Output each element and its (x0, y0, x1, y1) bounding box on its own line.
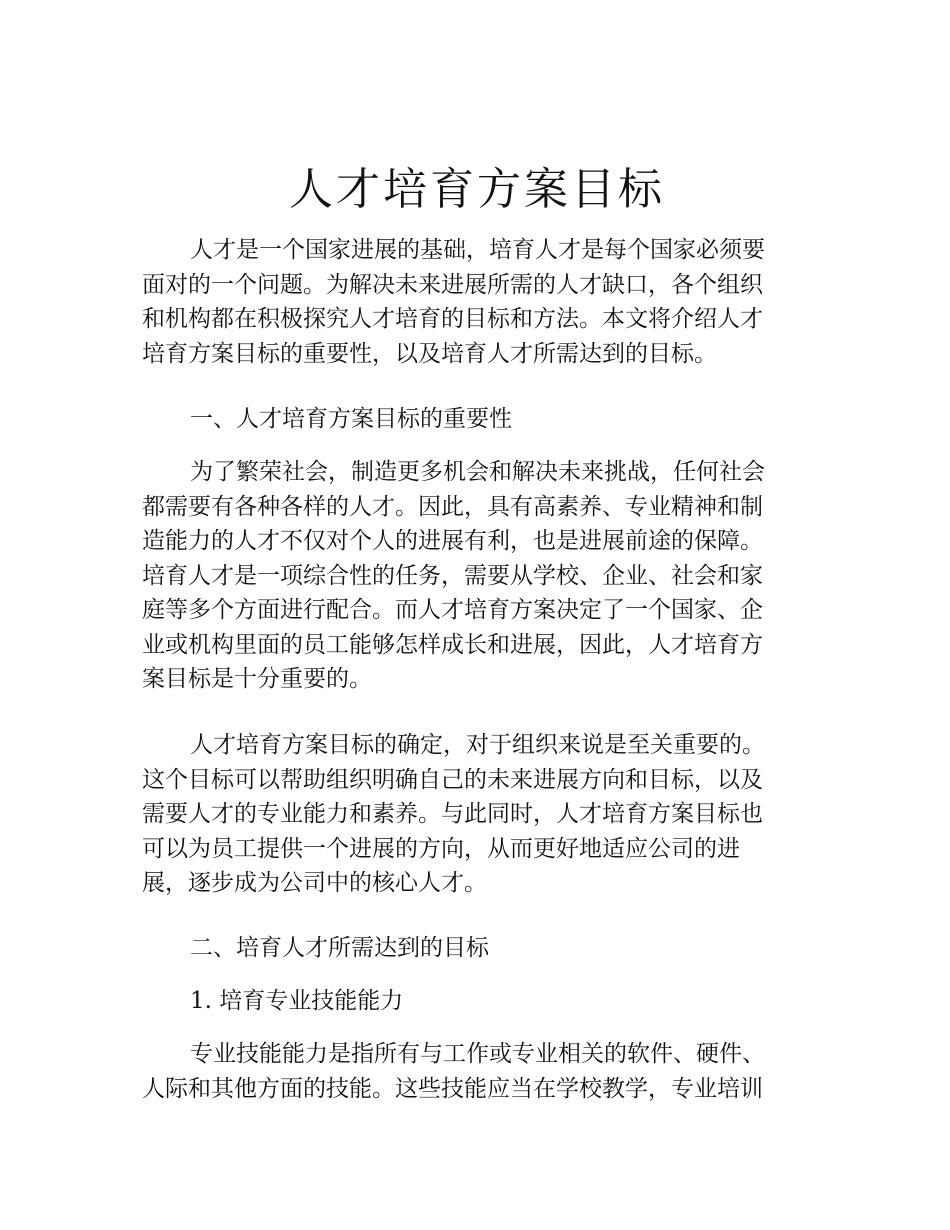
section2-heading (142, 931, 812, 966)
paragraph-line: 业或机构里面的员工能够怎样成长和进展，因此，人才培育方 (142, 631, 763, 658)
paragraph-line: 这个目标可以帮助组织明确自己的未来进展方向和目标，以及 (142, 766, 763, 793)
subsection1-heading (142, 984, 812, 1019)
section1-paragraph-1 (142, 455, 812, 697)
section1-heading (142, 402, 812, 437)
paragraph-line: 面对的一个问题。为解决未来进展所需的人才缺口，各个组织 (142, 271, 763, 298)
paragraph-line: 培育人才是一项综合性的任务，需要从学校、企业、社会和家 (142, 562, 763, 589)
section1-paragraph-2 (142, 728, 812, 901)
heading-line: 一、人才培育方案目标的重要性 (190, 406, 512, 432)
paragraph-line: 和机构都在积极探究人才培育的目标和方法。本文将介绍人才 (142, 306, 763, 332)
paragraph-line: 培育方案目标的重要性，以及培育人才所需达到的目标。 (142, 340, 717, 367)
paragraph-line: 案目标是十分重要的。 (142, 666, 372, 692)
paragraph-line: 可以为员工提供一个进展的方向，从而更好地适应公司的进 (142, 835, 740, 862)
paragraph-line: 庭等多个方面进行配合。而人才培育方案决定了一个国家、企 (142, 597, 763, 623)
paragraph-line: 造能力的人才不仅对个人的进展有利，也是进展前途的保障。 (142, 528, 763, 554)
subsection1-paragraph (142, 1037, 812, 1106)
paragraph-line: 人才是一个国家进展的基础，培育人才是每个国家必须要 (190, 237, 765, 263)
paragraph-line: 人际和其他方面的技能。这些技能应当在学校教学，专业培训 (142, 1075, 763, 1102)
paragraph-line: 为了繁荣社会，制造更多机会和解决未来挑战，任何社会 (190, 459, 765, 485)
paragraph-line: 人才培育方案目标的确定，对于组织来说是至关重要的。 (190, 732, 765, 758)
paragraph-line: 展，逐步成为公司中的核心人才。 (142, 870, 487, 896)
paragraph-line: 需要人才的专业能力和素养。与此同时，人才培育方案目标也 (142, 801, 763, 827)
paragraph-line: 都需要有各种各样的人才。因此，具有高素养、专业精神和制 (142, 493, 763, 520)
paragraph-line: 专业技能能力是指所有与工作或专业相关的软件、硬件、 (190, 1041, 765, 1067)
heading-line: 二、培育人才所需达到的目标 (190, 935, 489, 961)
document-title: 人才培育方案目标 (289, 164, 665, 215)
intro-paragraph (142, 233, 812, 371)
heading-line: 1. 培育专业技能能力 (190, 988, 404, 1014)
